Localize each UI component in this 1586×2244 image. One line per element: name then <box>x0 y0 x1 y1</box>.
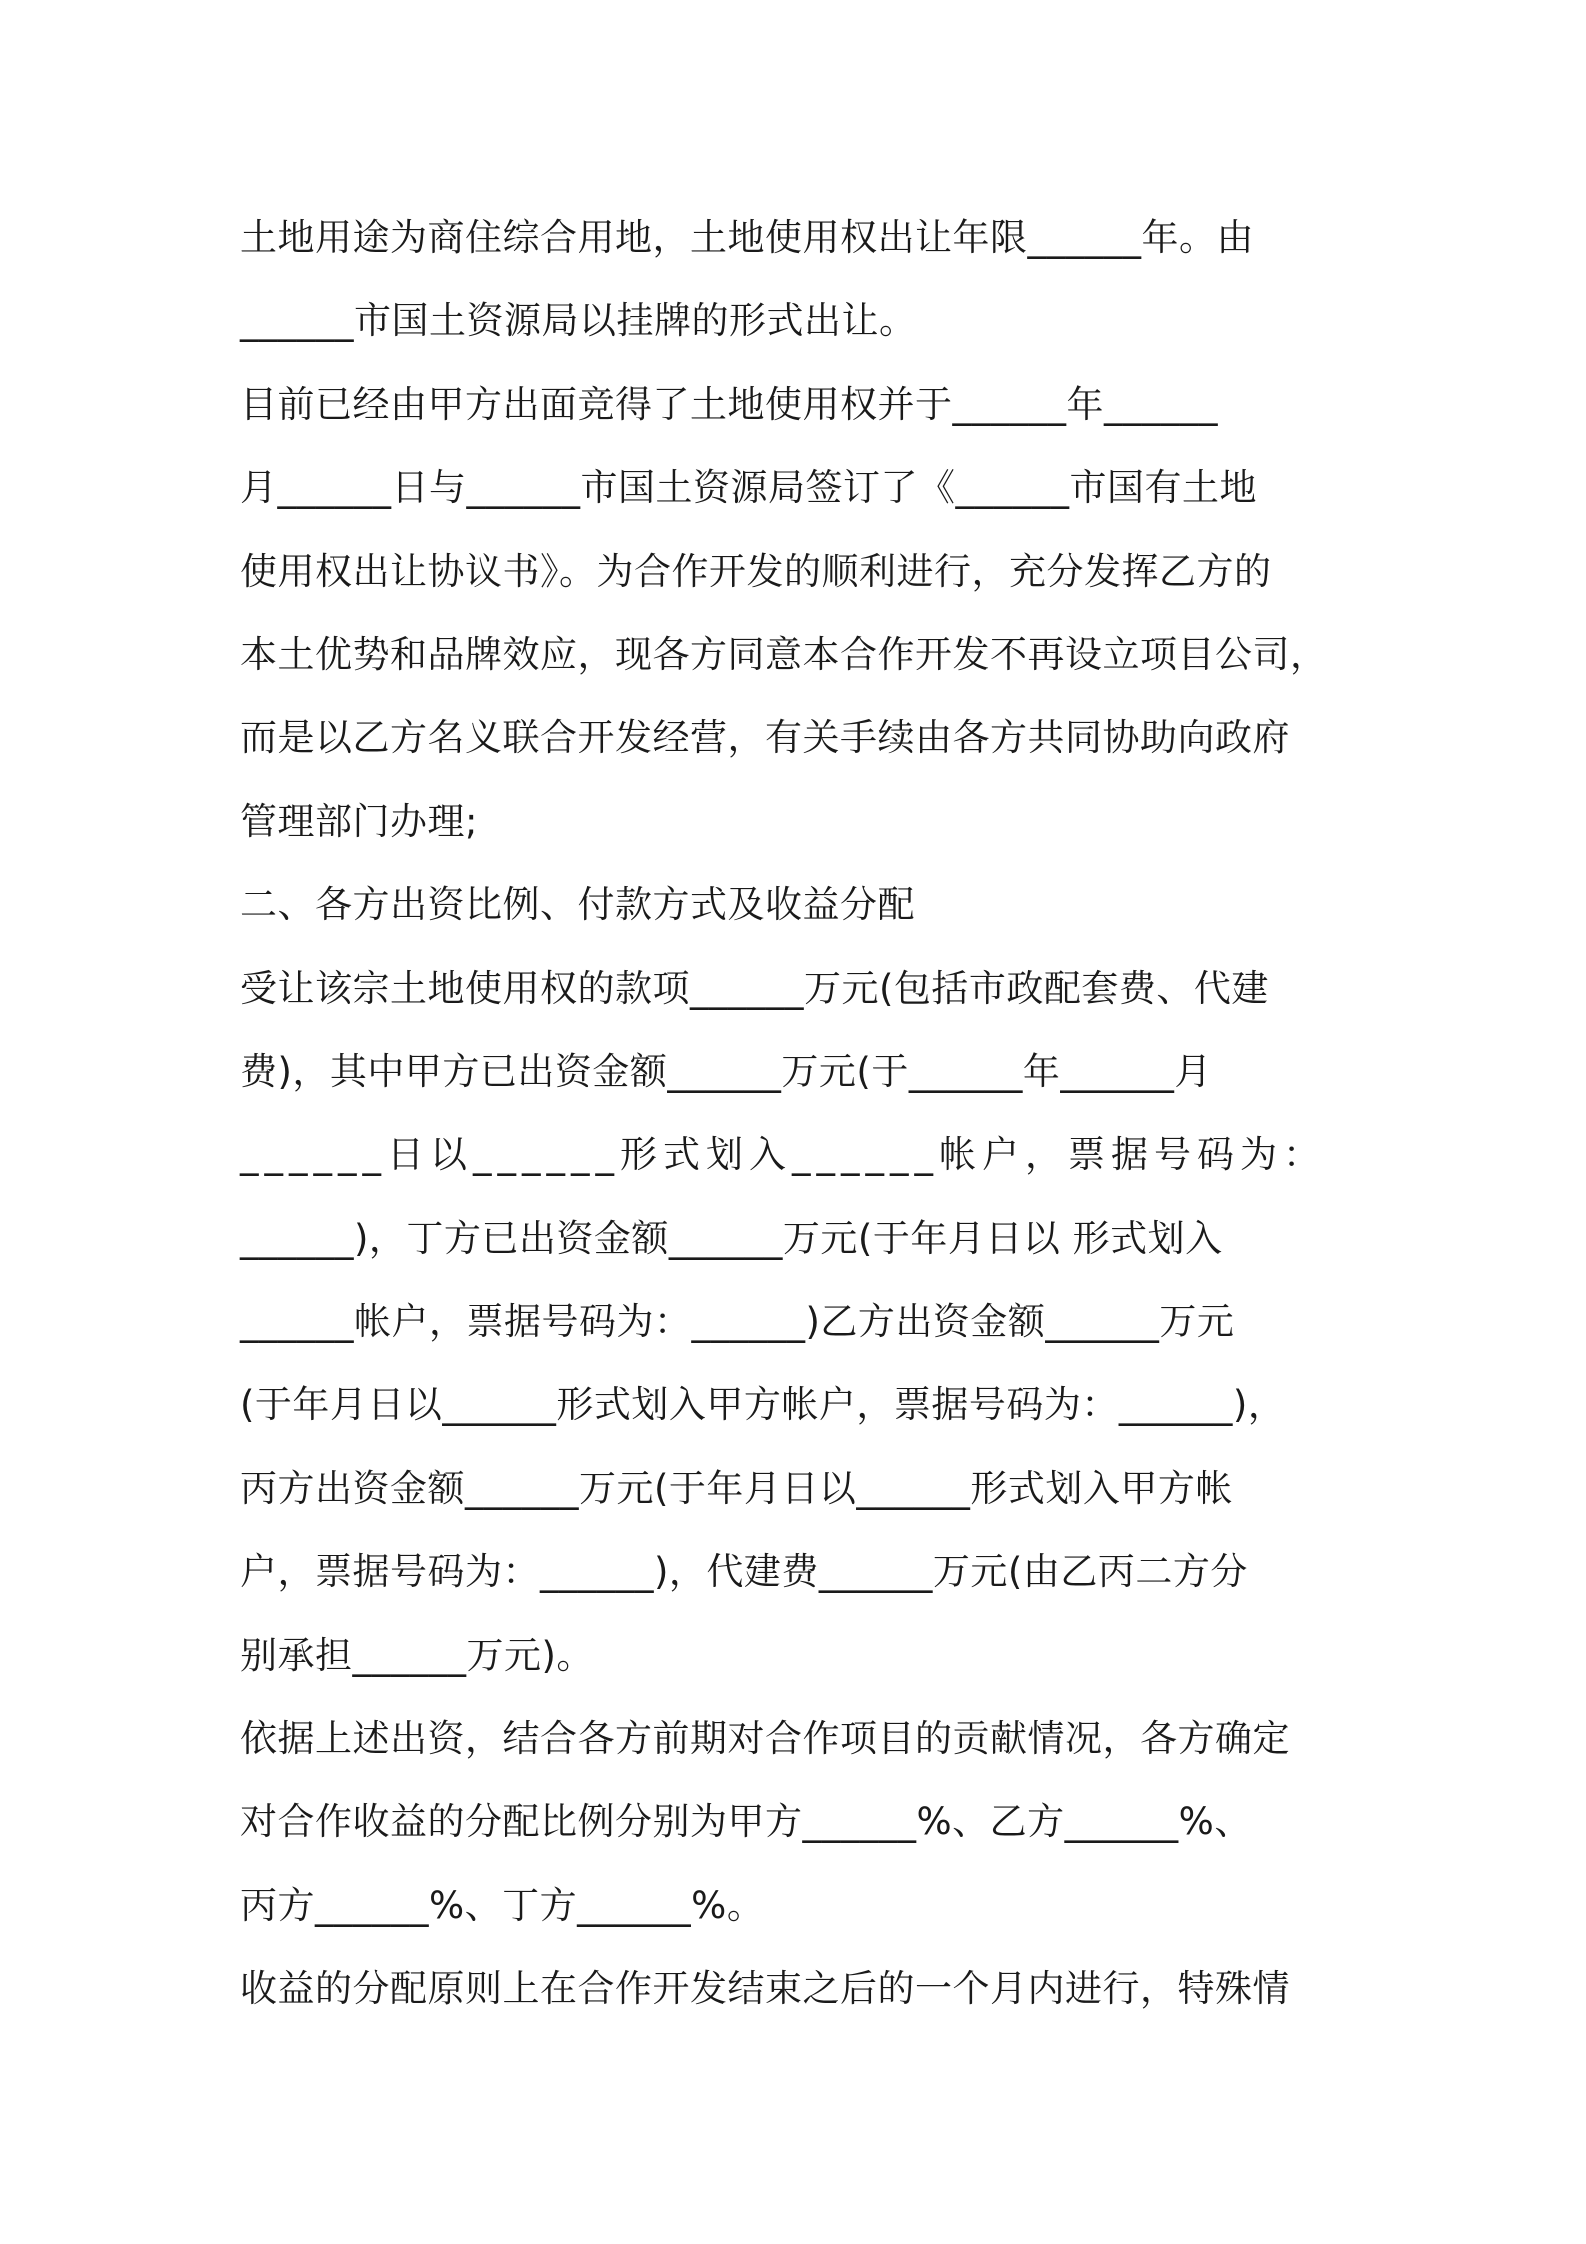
text-line: 受让该宗土地使用权的款项______万元(包括市政配套费、代建 <box>240 966 1269 1010</box>
text-line: 本土优势和品牌效应，现各方同意本合作开发不再设立项目公司， <box>240 632 1328 676</box>
text-line: ______)，丁方已出资金额______万元(于年月日以 形式划入 <box>240 1216 1223 1260</box>
text-line: 对合作收益的分配比例分别为甲方______%、乙方______%、 <box>240 1800 1252 1844</box>
text-line: 丙方______%、丁方______%。 <box>240 1883 765 1927</box>
text-line: 目前已经由甲方出面竞得了土地使用权并于______年______ <box>240 382 1218 426</box>
text-line: 月______日与______市国土资源局签订了《______市国有土地 <box>240 466 1257 510</box>
text-line: 土地用途为商住综合用地，土地使用权出让年限______年。由 <box>240 216 1254 259</box>
text-line: 费)，其中甲方已出资金额______万元(于______年______月 <box>240 1049 1212 1093</box>
text-line: ______帐户，票据号码为：______)乙方出资金额______万元 <box>240 1300 1235 1344</box>
text-line: (于年月日以______形式划入甲方帐户，票据号码为：______)， <box>240 1383 1286 1427</box>
text-line: 使用权出让协议书》。为合作开发的顺利进行，充分发挥乙方的 <box>240 549 1272 593</box>
section-heading: 二、各方出资比例、付款方式及收益分配 <box>240 883 915 927</box>
text-line: 而是以乙方名义联合开发经营，有关手续由各方共同协助向政府 <box>240 716 1290 760</box>
text-line: ______日以______形式划入______帐户，票据号码为： <box>240 1133 1326 1177</box>
text-line: ______市国土资源局以挂牌的形式出让。 <box>240 299 917 343</box>
text-line: 丙方出资金额______万元(于年月日以______形式划入甲方帐 <box>240 1466 1233 1510</box>
text-line: 收益的分配原则上在合作开发结束之后的一个月内进行，特殊情 <box>240 1967 1290 2011</box>
text-line: 依据上述出资，结合各方前期对合作项目的贡献情况，各方确定 <box>240 1717 1290 1761</box>
text-line: 户，票据号码为：______)，代建费______万元(由乙丙二方分 <box>240 1550 1248 1594</box>
text-line: 别承担______万元)。 <box>240 1633 594 1677</box>
text-line: 管理部门办理; <box>240 799 478 843</box>
document-body <box>240 196 1370 2031</box>
